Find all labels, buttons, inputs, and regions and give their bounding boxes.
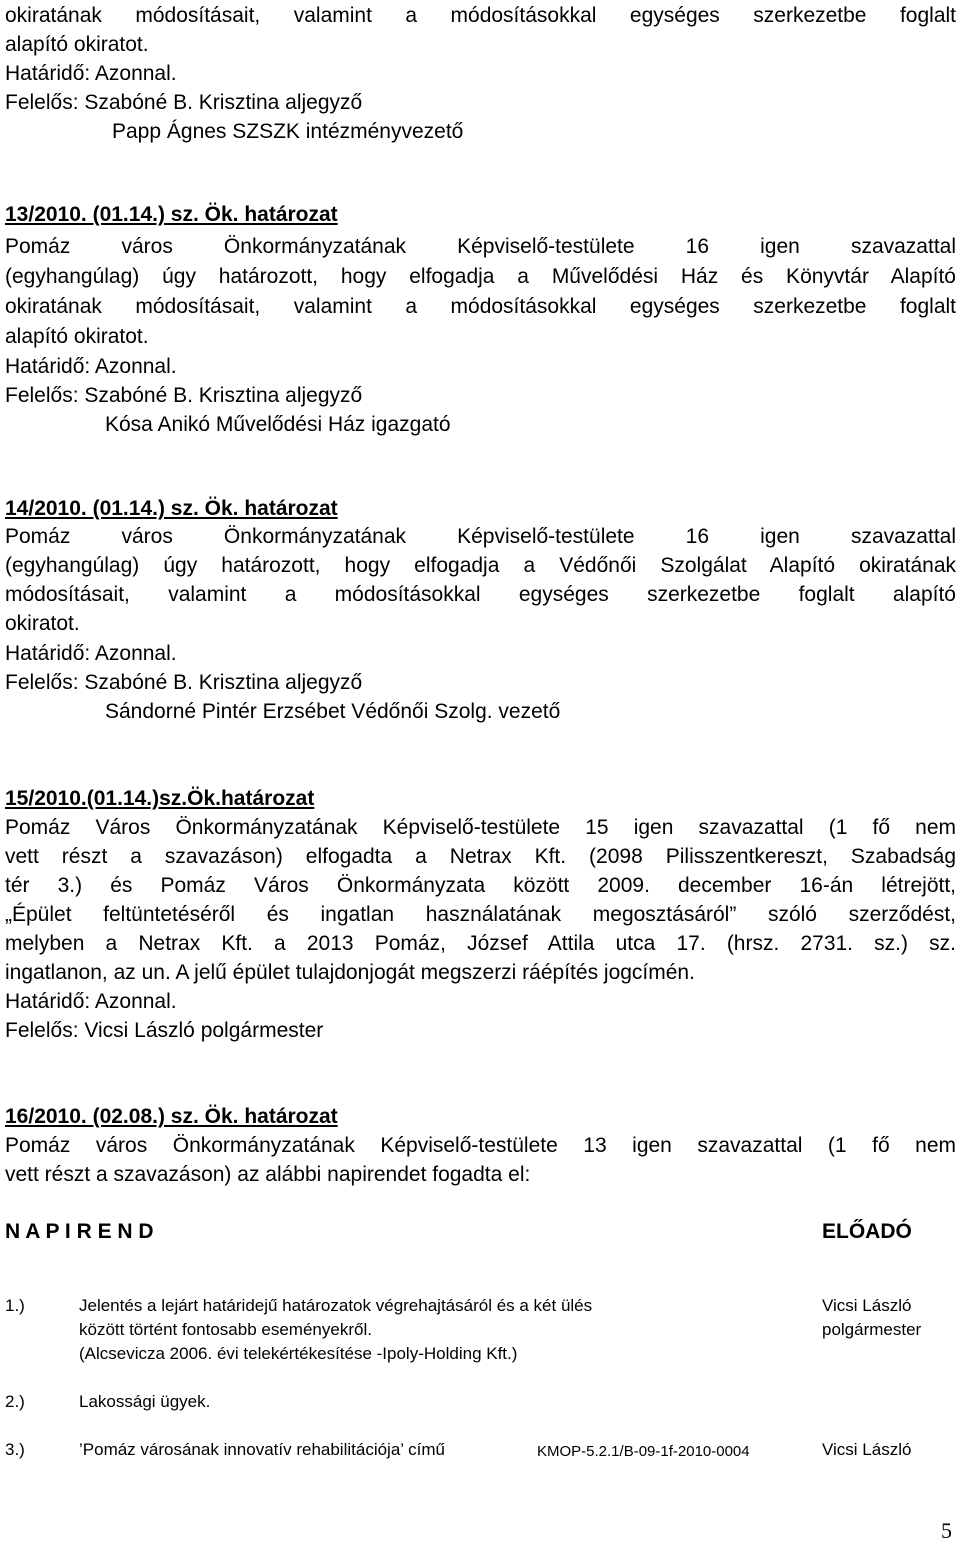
responsible-secondary: Kósa Anikó Művelődési Ház igazgató	[105, 413, 451, 436]
paragraph-line: módosításait, valamint a módosításokkal egységes szerkezetbe foglalt alapító	[5, 583, 956, 606]
responsible-secondary: Papp Ágnes SZSZK intézményvezető	[112, 120, 464, 143]
resolution-heading: 15/2010.(01.14.)sz.Ök.határozat	[5, 787, 315, 810]
paragraph-line: vett részt a szavazáson) elfogadta a Netrax Kft. (2098 Pilisszentkereszt, Szabadság	[5, 845, 956, 868]
paragraph-line: okiratának módosításait, valamint a módosításokkal egységes szerkezetbe foglalt	[5, 295, 956, 318]
paragraph-line: melyben a Netrax Kft. a 2013 Pomáz, József Attila utca 17. (hrsz. 2731. sz.) sz.	[5, 932, 956, 955]
agenda-item-number: 3.)	[5, 1440, 25, 1459]
deadline: Határidő: Azonnal.	[5, 642, 177, 665]
paragraph-line: okiratának módosításait, valamint a módosításokkal egységes szerkezetbe foglalt	[5, 4, 956, 27]
resolution-heading: 16/2010. (02.08.) sz. Ök. határozat	[5, 1105, 338, 1128]
paragraph-line: Pomáz város Önkormányzatának Képviselő-testülete 13 igen szavazattal (1 fő nem	[5, 1134, 956, 1157]
resolution-heading: 13/2010. (01.14.) sz. Ök. határozat	[5, 203, 338, 226]
responsible: Felelős: Szabóné B. Krisztina aljegyző	[5, 384, 363, 407]
paragraph-line: „Épület feltüntetéséről és ingatlan használatának megosztásáról” szóló szerződést,	[5, 903, 956, 926]
responsible: Felelős: Szabóné B. Krisztina aljegyző	[5, 671, 363, 694]
resolution-heading: 14/2010. (01.14.) sz. Ök. határozat	[5, 497, 338, 520]
paragraph-line: (egyhangúlag) úgy határozott, hogy elfogadja a Művelődési Ház és Könyvtár Alapító	[5, 265, 956, 288]
agenda-item-text: ’Pomáz városának innovatív rehabilitációja’ című	[79, 1440, 445, 1459]
deadline: Határidő: Azonnal.	[5, 62, 177, 85]
responsible: Felelős: Szabóné B. Krisztina aljegyző	[5, 91, 363, 114]
agenda-item-text: között történt fontosabb eseményekről.	[79, 1320, 372, 1339]
page-number: 5	[941, 1518, 952, 1543]
agenda-item-presenter-title: polgármester	[822, 1320, 922, 1339]
paragraph-line: alapító okiratot.	[5, 33, 149, 56]
paragraph-line: tér 3.) és Pomáz Város Önkormányzata között 2009. december 16-án létrejött,	[5, 874, 956, 897]
responsible: Felelős: Vicsi László polgármester	[5, 1019, 324, 1042]
agenda-item-presenter: Vicsi László	[822, 1296, 912, 1315]
deadline: Határidő: Azonnal.	[5, 355, 177, 378]
agenda-item-number: 1.)	[5, 1296, 25, 1315]
paragraph-line: ingatlanon, az un. A jelű épület tulajdonjogát megszerzi ráépítés jogcímén.	[5, 961, 695, 984]
paragraph-line: Pomáz Város Önkormányzatának Képviselő-testülete 15 igen szavazattal (1 fő nem	[5, 816, 956, 839]
agenda-item-text: Lakossági ügyek.	[79, 1392, 211, 1411]
paragraph-line: Pomáz város Önkormányzatának Képviselő-testülete 16 igen szavazattal	[5, 235, 956, 258]
paragraph-line: Pomáz város Önkormányzatának Képviselő-testülete 16 igen szavazattal	[5, 525, 956, 548]
deadline: Határidő: Azonnal.	[5, 990, 177, 1013]
agenda-item-code: KMOP-5.2.1/B-09-1f-2010-0004	[537, 1443, 750, 1460]
agenda-item-text: (Alcsevicza 2006. évi telekértékesítése -Ipoly-Holding Kft.)	[79, 1344, 518, 1363]
presenter-header: ELŐADÓ	[822, 1220, 912, 1243]
paragraph-line: vett részt a szavazáson) az alábbi napirendet fogadta el:	[5, 1163, 531, 1186]
agenda-item-text: Jelentés a lejárt határidejű határozatok végrehajtásáról és a két ülés	[79, 1296, 593, 1315]
paragraph-line: alapító okiratot.	[5, 325, 149, 348]
agenda-item-presenter: Vicsi László	[822, 1440, 912, 1459]
paragraph-line: (egyhangúlag) úgy határozott, hogy elfogadja a Védőnői Szolgálat Alapító okiratának	[5, 554, 956, 577]
responsible-secondary: Sándorné Pintér Erzsébet Védőnői Szolg. vezető	[105, 700, 561, 723]
agenda-item-number: 2.)	[5, 1392, 25, 1411]
paragraph-line: okiratot.	[5, 612, 80, 635]
agenda-title: N A P I R E N D	[5, 1220, 154, 1243]
